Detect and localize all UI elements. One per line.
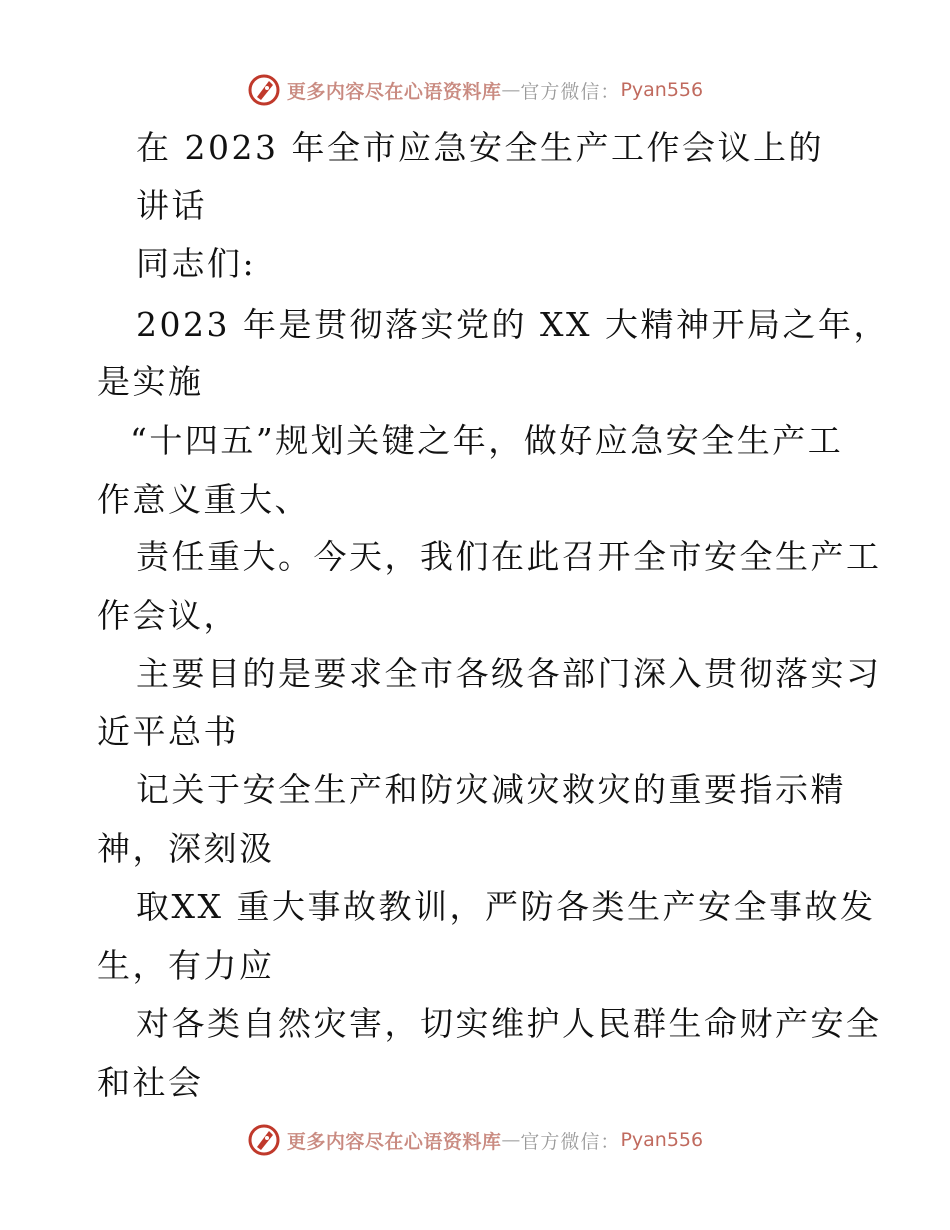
paragraph-line: 作意义重大、 (97, 480, 310, 519)
paragraph-line: 近平总书 (97, 712, 239, 751)
paragraph-line: 生，有力应 (97, 946, 275, 985)
paragraph-line: “十四五”规划关键之年，做好应急安全生产工 (130, 421, 844, 460)
paragraph-line: 对各类自然灾害，切实维护人民群生命财产安全 (136, 1004, 882, 1043)
paragraph-line: 是实施 (97, 362, 204, 401)
document-title-line-2: 讲话 (136, 186, 207, 225)
banner-wechat-id: Pyan556 (620, 1129, 704, 1151)
document-title-line-1: 在 2023 年全市应急安全生产工作会议上的 (136, 128, 824, 167)
paragraph-line: 主要目的是要求全市各级各部门深入贯彻落实习 (136, 654, 882, 693)
pen-nib-logo-icon (247, 73, 281, 107)
paragraph-line: 和社会 (97, 1063, 204, 1102)
banner-wechat-label: 官方微信： (520, 1130, 621, 1153)
banner-site-text: 更多内容尽在心语资料库 (286, 1130, 502, 1153)
paragraph-line: 记关于安全生产和防灾减灾救灾的重要指示精 (136, 770, 846, 809)
footer-watermark-banner (0, 1122, 950, 1158)
pen-nib-logo-icon (247, 1123, 281, 1157)
banner-dash: — (501, 1129, 521, 1151)
salutation: 同志们: (136, 244, 257, 283)
banner-wechat-id: Pyan556 (620, 79, 704, 101)
header-watermark-banner (0, 72, 950, 108)
paragraph-line: 取XX 重大事故教训，严防各类生产安全事故发 (136, 887, 876, 926)
banner-site-text: 更多内容尽在心语资料库 (286, 80, 502, 103)
paragraph-line: 2023 年是贯彻落实党的 XX 大精神开局之年， (136, 305, 889, 344)
banner-wechat-label: 官方微信： (520, 80, 621, 103)
banner-dash: — (501, 79, 521, 101)
paragraph-line: 作会议， (97, 596, 239, 635)
paragraph-line: 神，深刻汲 (97, 829, 275, 868)
paragraph-line: 责任重大。今天，我们在此召开全市安全生产工 (136, 537, 882, 576)
